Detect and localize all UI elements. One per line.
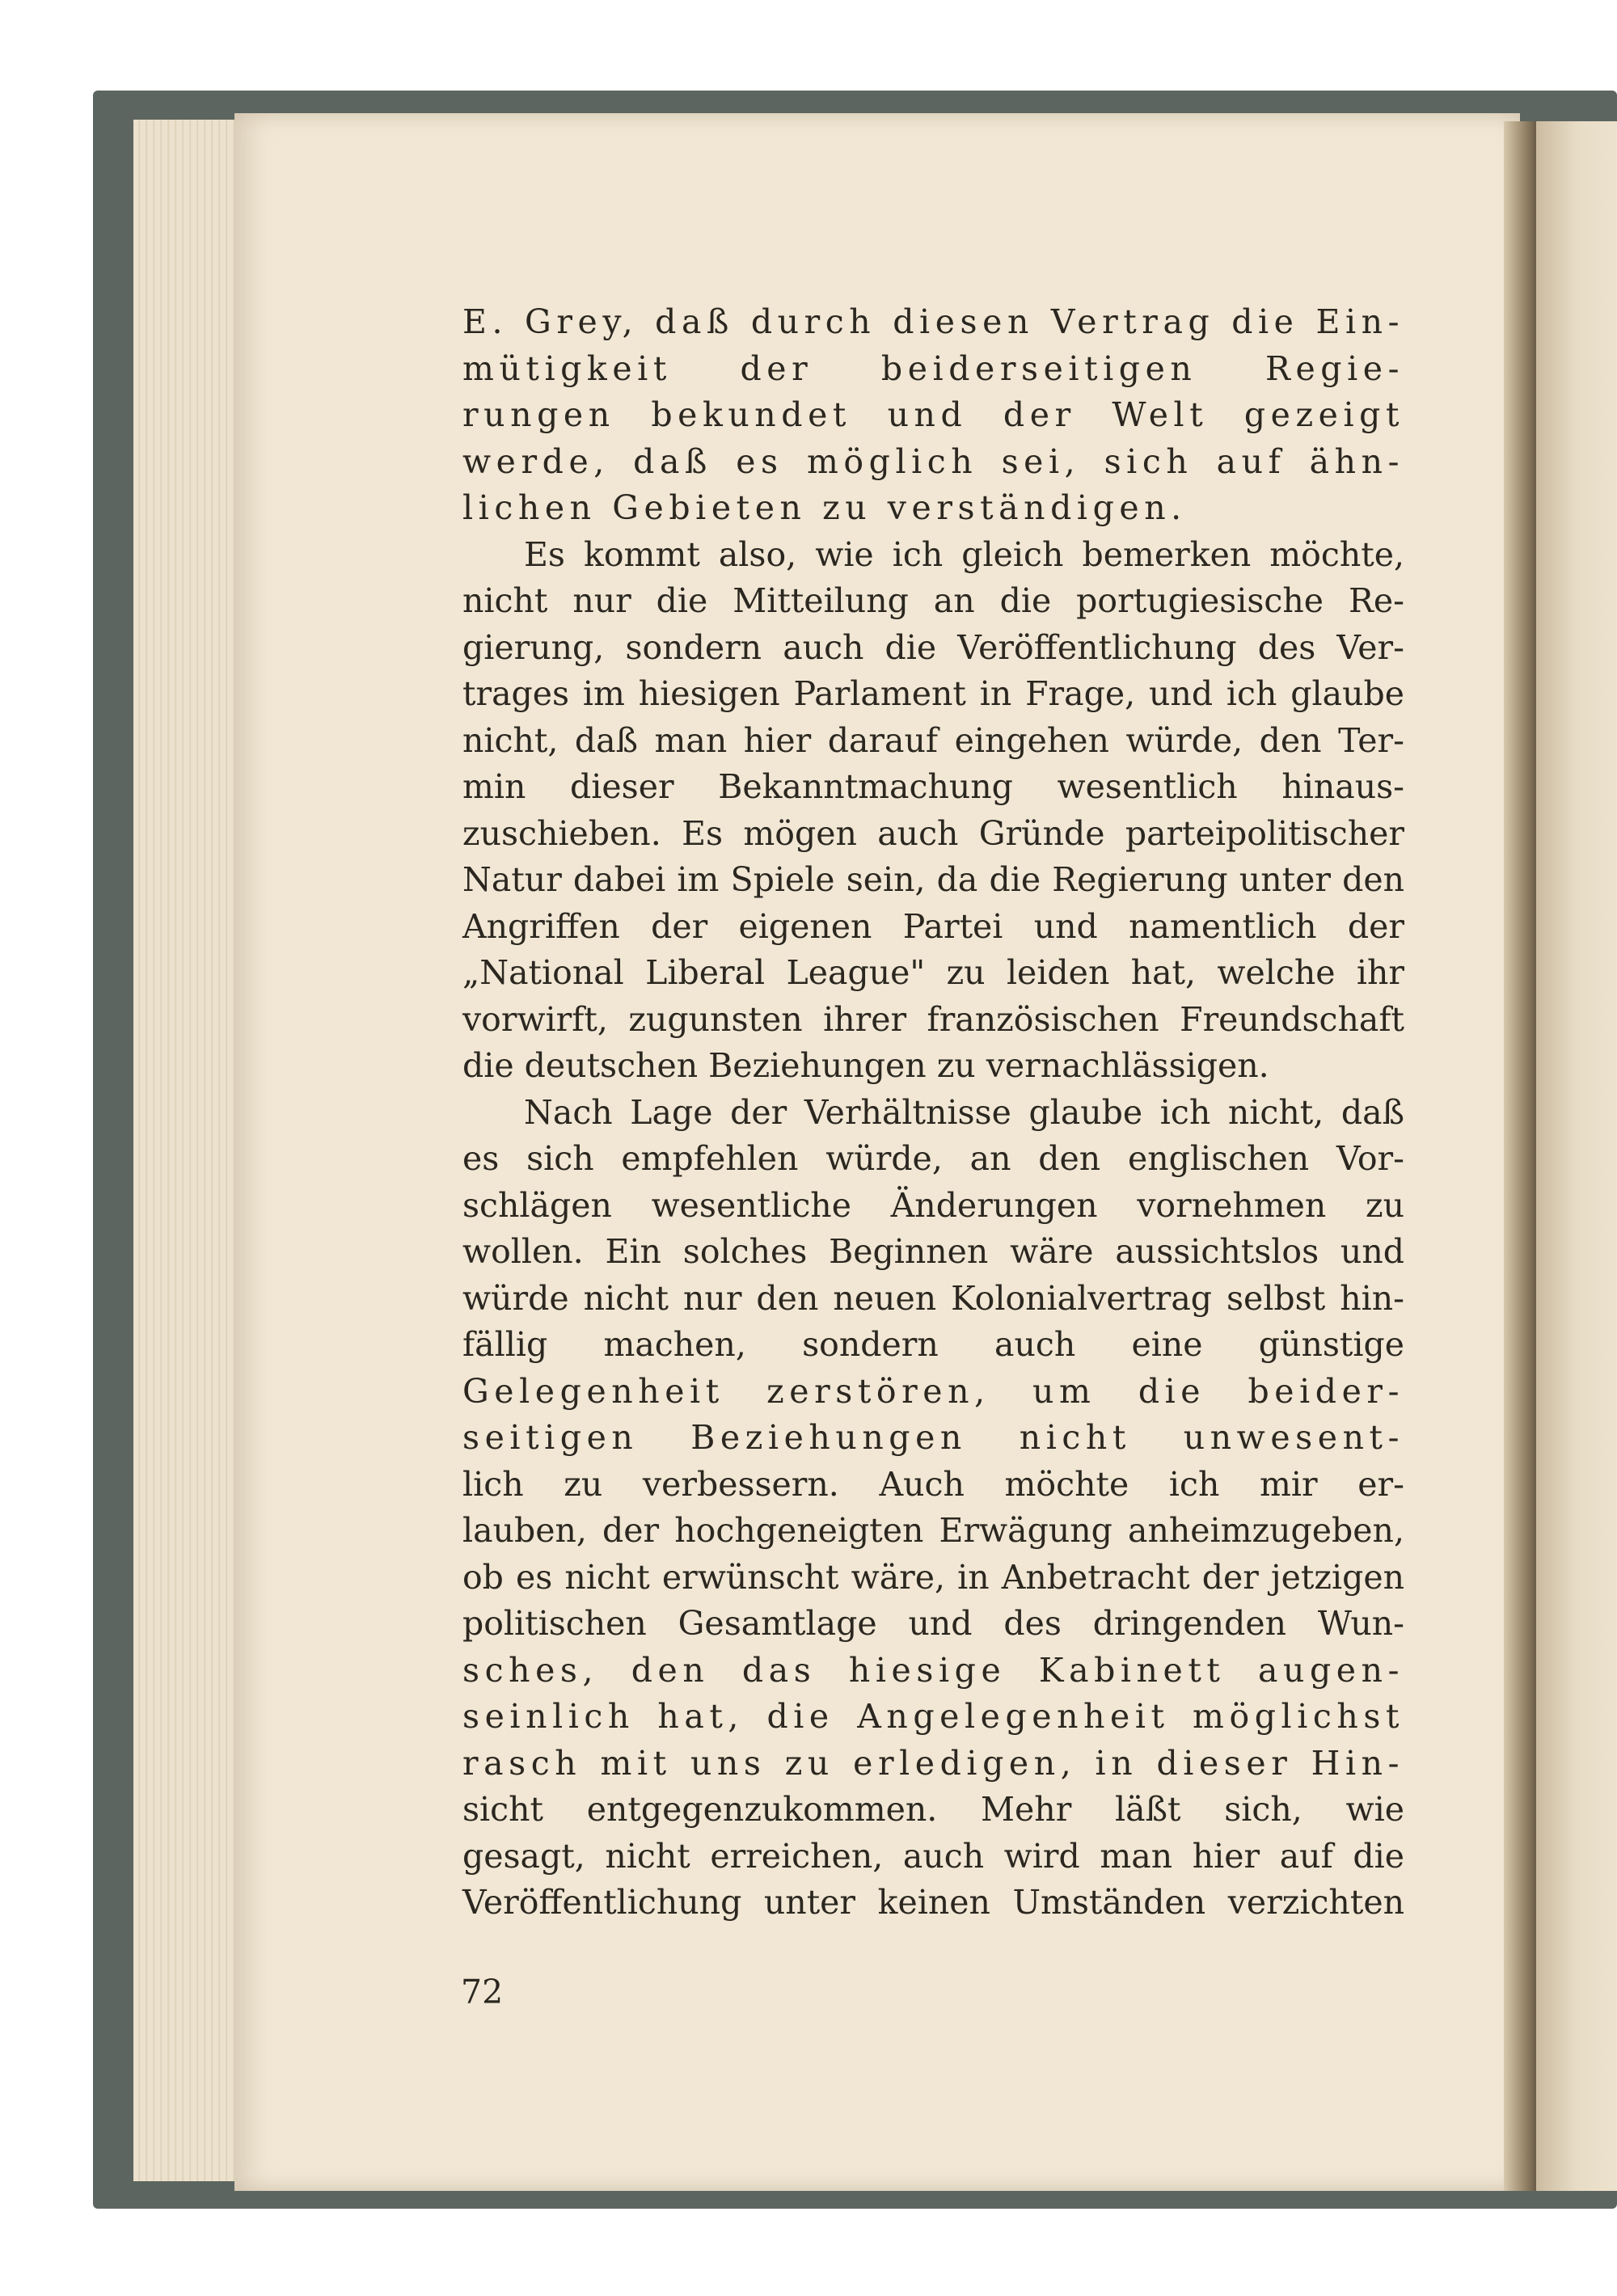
text-line: gierung, sondern auch die Veröffentlichung des Ver- (462, 627, 1404, 667)
text-line: „National Liberal League" zu leiden hat, welche ihr (462, 953, 1404, 992)
text-line: sches, den das hiesige Kabinett augen- (462, 1650, 1404, 1690)
text-line: Nach Lage der Verhältnisse glaube ich nicht, daß (524, 1092, 1404, 1132)
text-line: trages im hiesigen Parlament in Frage, und ich glaube (462, 674, 1404, 713)
text-line: die deutschen Beziehungen zu vernachlässigen. (462, 1046, 1269, 1085)
text-line: lichen Gebieten zu verständigen. (462, 488, 1187, 527)
text-line: nicht, daß man hier darauf eingehen würde, den Ter- (462, 720, 1404, 760)
page-edges (133, 120, 247, 2181)
text-line: seinlich hat, die Angelegenheit möglichst (462, 1697, 1404, 1736)
text-line: mütigkeit der beiderseitigen Regie- (462, 348, 1404, 388)
text-line: Angriffen der eigenen Partei und namentlich der (462, 906, 1404, 946)
text-line: rasch mit uns zu erledigen, in dieser Hin- (462, 1743, 1404, 1783)
text-line: würde nicht nur den neuen Kolonialvertrag selbst hin- (462, 1278, 1404, 1318)
text-line: es sich empfehlen würde, an den englischen Vor- (462, 1139, 1404, 1178)
text-line: Gelegenheit zerstören, um die beider- (462, 1371, 1404, 1411)
text-line: Es kommt also, wie ich gleich bemerken möchte, (524, 534, 1404, 574)
facing-page-edge (1536, 121, 1617, 2191)
text-line: zuschieben. Es mögen auch Gründe parteipolitischer (462, 813, 1404, 853)
text-line: lich zu verbessern. Auch möchte ich mir er- (462, 1464, 1404, 1504)
text-line: fällig machen, sondern auch eine günstige (462, 1325, 1404, 1364)
text-line: nicht nur die Mitteilung an die portugiesische Re- (462, 581, 1404, 620)
book-gutter (1504, 121, 1536, 2191)
text-line: vorwirft, zugunsten ihrer französischen Freundschaft (462, 999, 1404, 1039)
text-line: min dieser Bekanntmachung wesentlich hinaus- (462, 767, 1404, 806)
text-line: E. Grey, daß durch diesen Vertrag die Ein- (462, 302, 1404, 341)
text-line: sicht entgegenzukommen. Mehr läßt sich, wie (462, 1790, 1404, 1829)
page-text (462, 299, 1404, 1927)
text-line: Veröffentlichung unter keinen Umständen verzichten (462, 1883, 1404, 1922)
text-line: werde, daß es möglich sei, sich auf ähn- (462, 441, 1404, 481)
text-line: schlägen wesentliche Änderungen vornehmen zu (462, 1185, 1404, 1225)
text-line: Natur dabei im Spiele sein, da die Regierung unter den (462, 860, 1404, 899)
text-line: rungen bekundet und der Welt gezeigt (462, 395, 1404, 434)
text-line: politischen Gesamtlage und des dringenden Wun- (462, 1604, 1404, 1643)
text-line: ob es nicht erwünscht wäre, in Anbetracht der jetzigen (462, 1557, 1404, 1597)
page-number: 72 (461, 1973, 504, 2011)
text-line: wollen. Ein solches Beginnen wäre aussichtslos und (462, 1232, 1404, 1271)
text-line: gesagt, nicht erreichen, auch wird man hier auf die (462, 1836, 1404, 1876)
text-line: seitigen Beziehungen nicht unwesent- (462, 1418, 1404, 1457)
text-line: lauben, der hochgeneigten Erwägung anheimzugeben, (462, 1511, 1404, 1550)
